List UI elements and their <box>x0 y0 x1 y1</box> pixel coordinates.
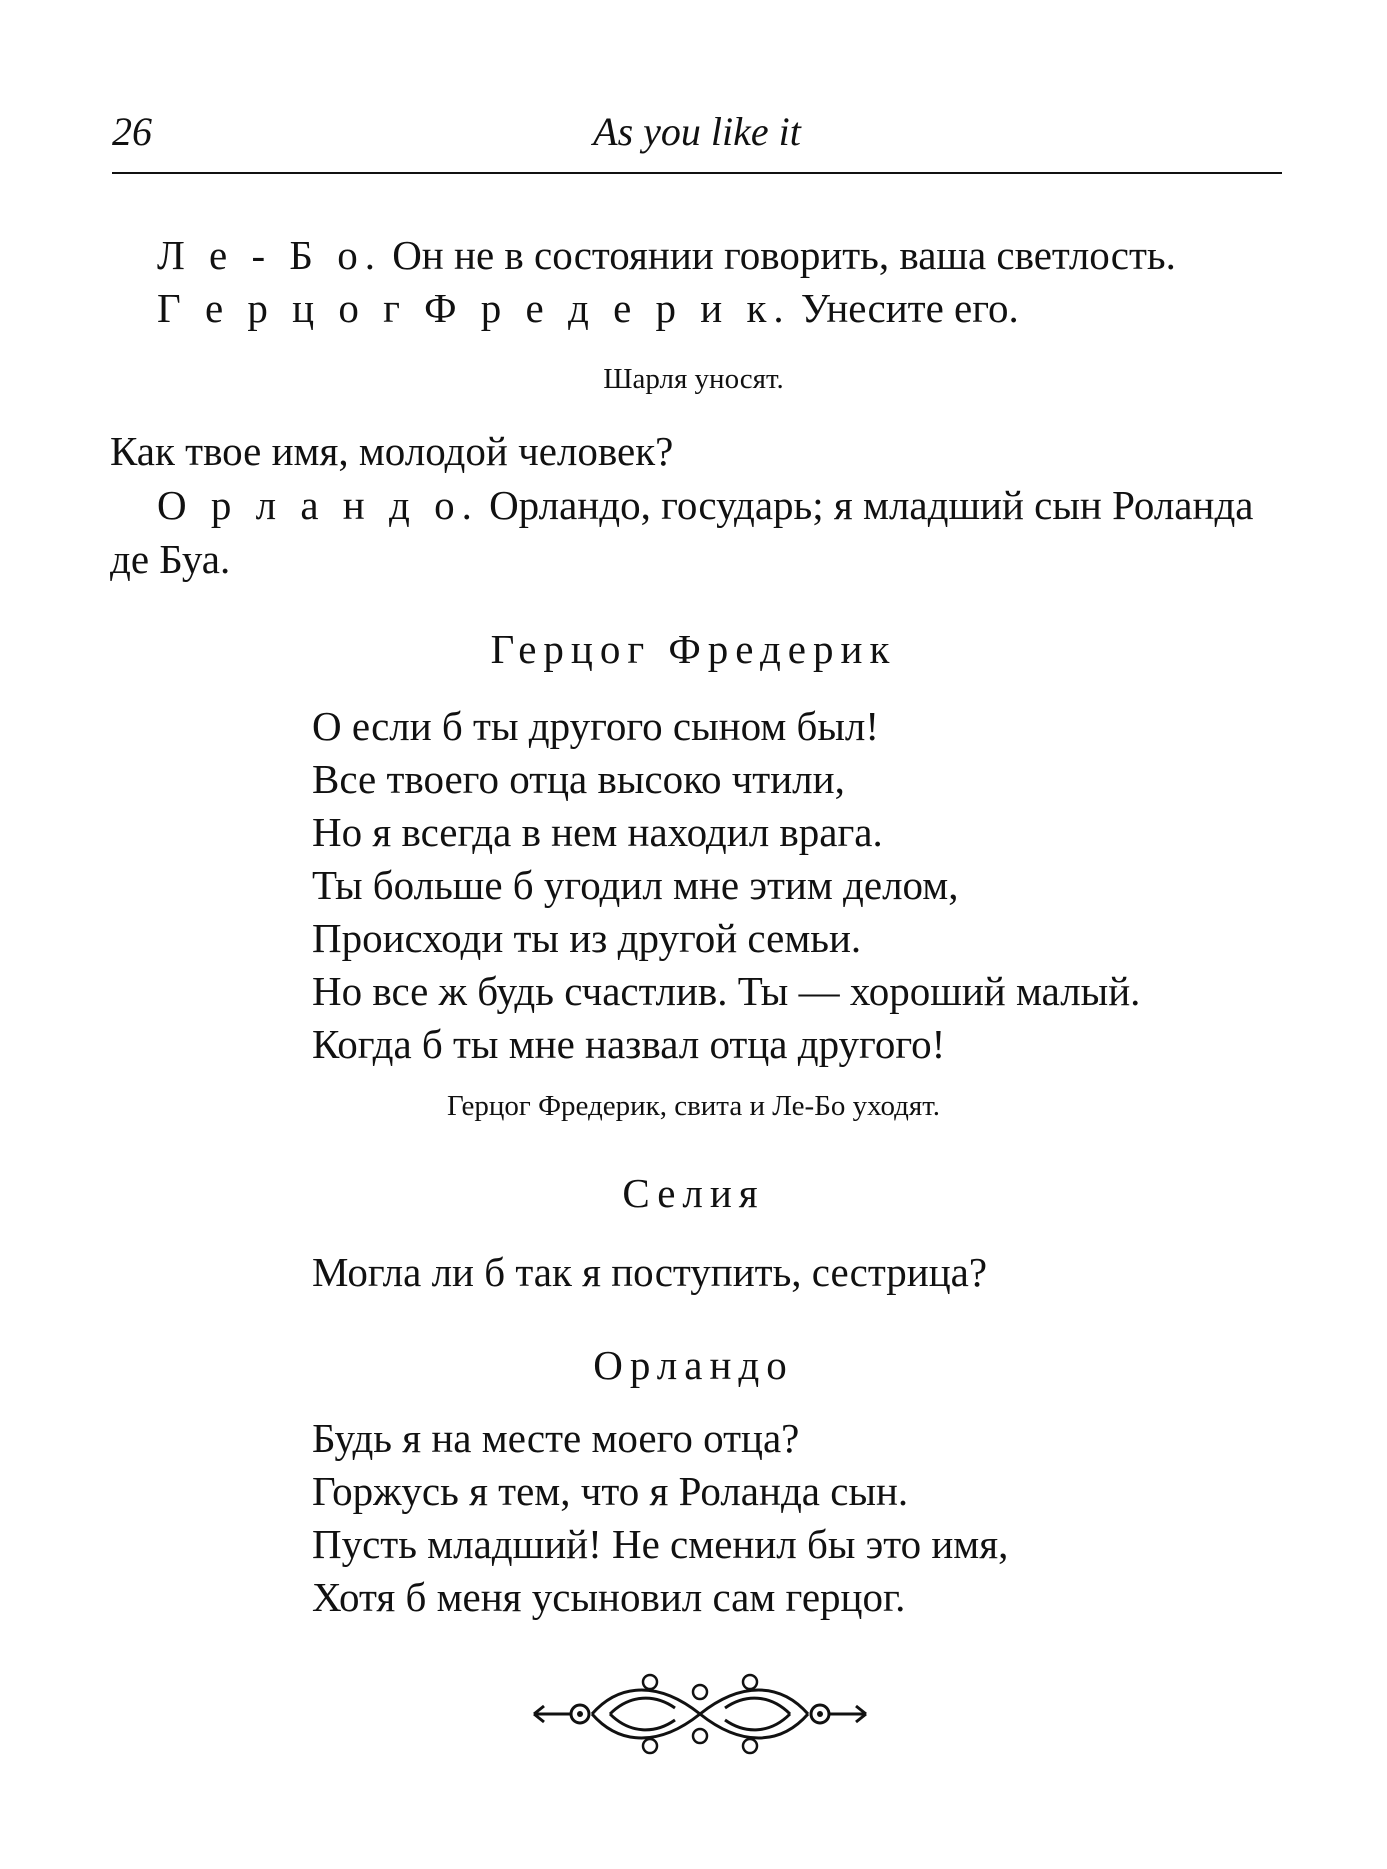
speech-text: Как твое имя, молодой человек? <box>110 428 674 474</box>
verse-block <box>312 700 1140 1071</box>
verse-line: Могла ли б так я поступить, сестрица? <box>312 1249 988 1295</box>
verse-line: Происходи ты из другой семьи. <box>312 915 862 961</box>
verse-line: Когда б ты мне назвал отца другого! <box>312 1021 946 1067</box>
verse-line: Горжусь я тем, что я Роланда сын. <box>312 1468 909 1514</box>
verse-line: О если б ты другого сыном был! <box>312 703 880 749</box>
header-rule <box>112 172 1282 174</box>
speaker-name: Л е - Б о. <box>157 232 382 278</box>
speaker-name: О р л а н д о. <box>157 482 479 528</box>
speech-duke <box>157 281 1019 335</box>
verse-line: Все твоего отца высоко чтили, <box>312 756 845 802</box>
speech-orlando <box>157 478 1254 532</box>
verse-line: Будь я на месте моего отца? <box>312 1415 800 1461</box>
verse-line: Хотя б меня усыновил сам герцог. <box>312 1574 906 1620</box>
page-number: 26 <box>112 109 152 154</box>
running-header <box>112 108 1282 168</box>
verse-line: Ты больше б угодил мне этим делом, <box>312 862 959 908</box>
speaker-heading: Орландо <box>593 1342 794 1388</box>
verse-line: Но все ж будь счастлив. Ты — хороший малый. <box>312 968 1141 1014</box>
speech-continuation: де Буа. <box>110 536 231 582</box>
verse-block <box>312 1412 1008 1624</box>
stage-direction: Герцог Фредерик, свита и Ле-Бо уходят. <box>446 1090 941 1122</box>
verse-block <box>312 1246 987 1299</box>
speaker-heading: Селия <box>622 1170 765 1216</box>
verse-line: Но я всегда в нем находил врага. <box>312 809 883 855</box>
speaker-name: Г е р ц о г Ф р е д е р и к. <box>157 285 791 331</box>
speech-text: Орландо, государь; я младший сын Роланда <box>478 482 1254 528</box>
speaker-heading: Герцог Фредерик <box>490 626 897 672</box>
speech-text: Унесите его. <box>790 285 1019 331</box>
running-title: As you like it <box>593 109 801 154</box>
stage-direction: Шарля уносят. <box>603 363 784 395</box>
speech-lebo <box>157 228 1176 282</box>
floral-tailpiece-ornament-icon <box>530 1672 870 1756</box>
verse-line: Пусть младший! Не сменил бы это имя, <box>312 1521 1009 1567</box>
speech-text: Он не в состоянии говорить, ваша светлость. <box>381 232 1176 278</box>
